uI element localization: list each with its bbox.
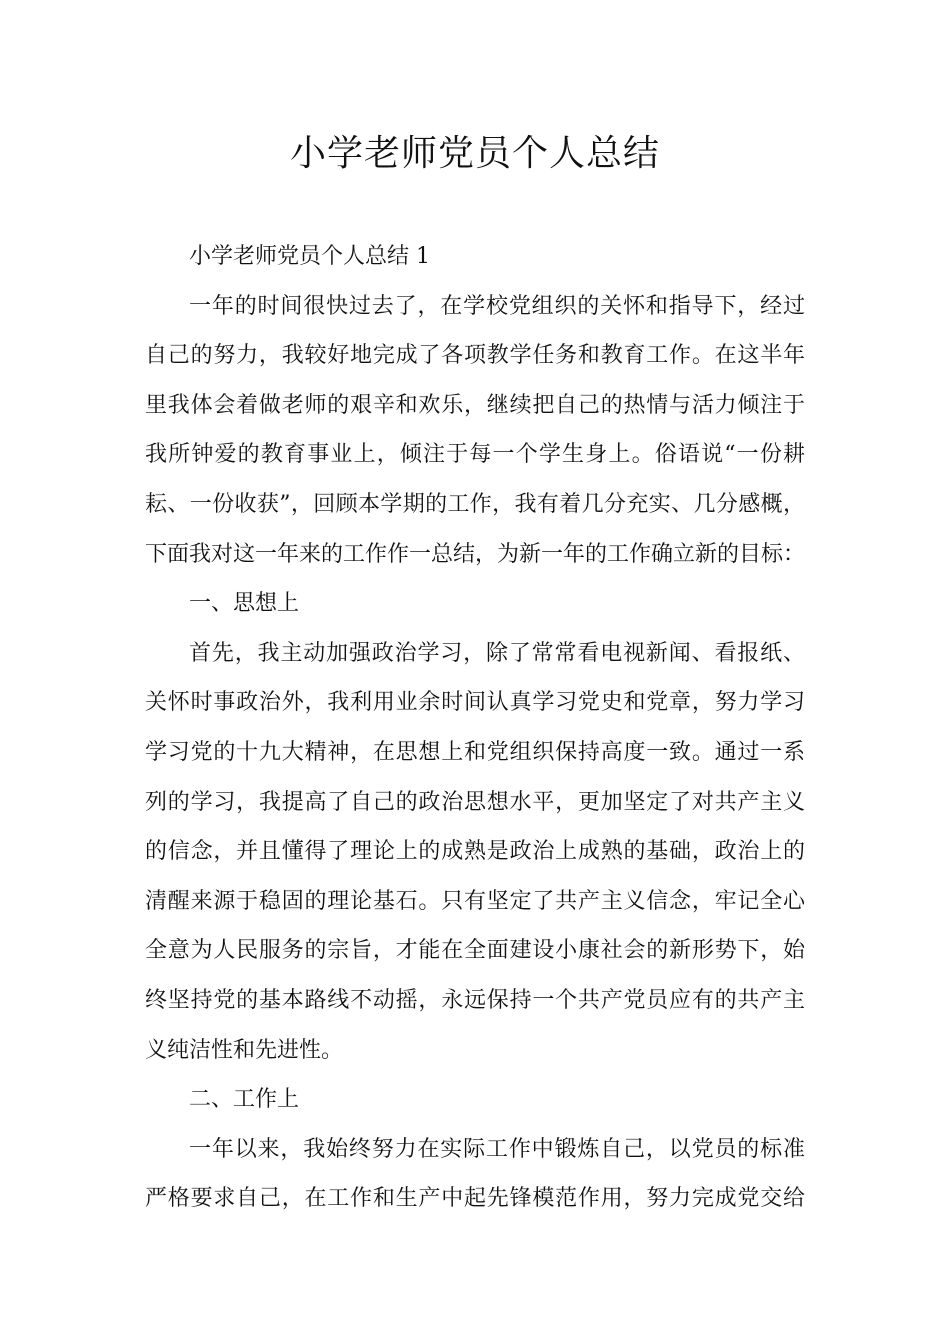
text-line: 关怀时事政治外，我利用业余时间认真学习党史和党章，努力学习 <box>145 690 805 716</box>
text-line: 义纯洁性和先进性。 <box>145 1037 344 1063</box>
text-line: 全意为人民服务的宗旨，才能在全面建设小康社会的新形势下，始 <box>145 938 805 964</box>
text-line: 首先，我主动加强政治学习，除了常常看电视新闻、看报纸、 <box>189 640 805 666</box>
subtitle-line: 小学老师党员个人总结 1 <box>189 244 430 269</box>
text-line: 一年以来，我始终努力在实际工作中锻炼自己，以党员的标准 <box>189 1136 805 1162</box>
text-line: 严格要求自己，在工作和生产中起先锋模范作用，努力完成党交给 <box>145 1186 805 1212</box>
text-line: 一年的时间很快过去了，在学校党组织的关怀和指导下，经过 <box>189 293 805 319</box>
text-line: 耘、一份收获”，回顾本学期的工作，我有着几分充实、几分感概， <box>145 491 805 517</box>
text-line: 列的学习，我提高了自己的政治思想水平，更加坚定了对共产主义 <box>145 789 805 815</box>
document-title: 小学老师党员个人总结 <box>289 133 660 174</box>
text-line: 我所钟爱的教育事业上，倾注于每一个学生身上。俗语说“一份耕 <box>145 442 805 468</box>
text-line: 清醒来源于稳固的理论基石。只有坚定了共产主义信念，牢记全心 <box>145 888 805 914</box>
text-line: 学习党的十九大精神，在思想上和党组织保持高度一致。通过一系 <box>145 739 805 765</box>
document-body <box>145 232 805 1224</box>
section-heading: 二、工作上 <box>189 1087 300 1113</box>
text-line: 里我体会着做老师的艰辛和欢乐，继续把自己的热情与活力倾注于 <box>145 392 805 418</box>
text-line: 的信念，并且懂得了理论上的成熟是政治上成熟的基础，政治上的 <box>145 839 805 865</box>
text-line: 终坚持党的基本路线不动摇，永远保持一个共产党员应有的共产主 <box>145 987 805 1013</box>
text-line: 下面我对这一年来的工作作一总结，为新一年的工作确立新的目标： <box>145 541 806 567</box>
text-line: 自己的努力，我较好地完成了各项教学任务和教育工作。在这半年 <box>145 343 805 369</box>
section-heading: 一、思想上 <box>189 591 300 617</box>
